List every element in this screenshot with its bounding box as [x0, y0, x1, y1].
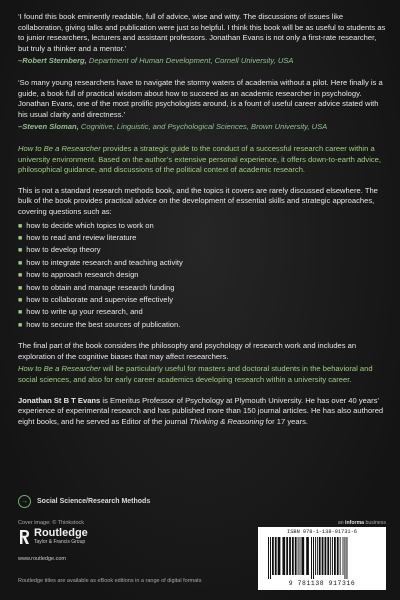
bullet-icon: ■ — [18, 247, 23, 255]
author-name: Jonathan St B T Evans — [18, 395, 101, 405]
bullet-icon: ■ — [18, 309, 23, 317]
bullet-icon: ■ — [18, 321, 23, 329]
topic-list-item: ■ how to collaborate and supervise effectively — [18, 294, 173, 304]
topic-list-item: ■ how to write up your research, and — [18, 307, 143, 317]
series-label — [18, 495, 150, 508]
topic-list-item: ■ how to approach research design — [18, 270, 139, 280]
book-title-inline: How to Be a Researcher — [18, 143, 101, 153]
bullet-icon: ■ — [18, 284, 23, 292]
publisher-website: www.routledge.com — [18, 556, 66, 562]
bullet-icon: ■ — [18, 259, 23, 267]
informa-brand: informa — [345, 520, 365, 526]
barcode-number: 9 781138 917316 — [288, 580, 356, 587]
cover-credit: Cover image: © Thinkstock — [18, 520, 85, 526]
isbn-barcode — [258, 527, 386, 590]
routledge-mark-icon — [18, 529, 30, 545]
book-title-inline: How to Be a Researcher — [18, 364, 101, 374]
bullet-icon: ■ — [18, 296, 23, 304]
endorser-affiliation: Cognitive, Linguistic, and Psychological Sciences, Brown University, USA — [80, 122, 328, 132]
journal-title: Thinking & Reasoning — [189, 416, 264, 426]
isbn-text: ISBN 978-1-138-91731-6 — [287, 529, 357, 535]
topic-list-item: ■ how to integrate research and teaching activity — [18, 257, 183, 267]
ebook-note: Routledge titles are available as eBook editions in a range of digital formats — [18, 578, 202, 584]
series-text: Social Science/Research Methods — [37, 498, 151, 505]
author-bio: Jonathan St B T Evans is Emeritus Professor of Psychology at Plymouth University. He has over 40 years’ experience of experimental research and has published more than 150 journal articles. He has also authored eight books, and he served as Editor of the journal Thinking & Reasoning for 17 years. — [18, 395, 384, 426]
final-part-paragraph: The final part of the book considers the philosophy and psychology of research work and includes an exploration of the cognitive biases that may affect researchers. — [18, 341, 357, 361]
informa-business: an informa business — [337, 520, 386, 526]
arrow-circle-icon: → — [18, 495, 31, 508]
endorsement-attribution-2 — [18, 122, 386, 133]
endorsement-attribution-1 — [18, 56, 386, 67]
back-cover-text — [18, 12, 386, 427]
publisher-name: Routledge — [34, 527, 88, 539]
endorser-affiliation: Department of Human Development, Cornell University, USA — [88, 56, 294, 66]
publisher-subtitle: Taylor & Francis Group — [34, 539, 86, 545]
endorser-name: –Robert Sternberg, — [18, 56, 87, 66]
bullet-icon: ■ — [18, 234, 23, 242]
publisher-logo — [18, 528, 88, 545]
bullet-icon: ■ — [18, 272, 23, 280]
topic-list-item: ■ how to obtain and manage research funding — [18, 282, 175, 292]
topic-list-item: ■ how to read and review literature — [18, 232, 137, 242]
topic-list-item: ■ how to secure the best sources of publication. — [18, 319, 181, 329]
endorsement-quote-2: ‘So many young researchers have to navigate the stormy waters of academia without a pilot. Here finally is a guide, a book full of practical wisdom about how to succeed as an academic researcher in psychology. Jonathan Evans, one of the most prolific psychologists around, is a fount of useful career advice stated with his usual clarity and directness.’ — [18, 77, 383, 119]
barcode-bars — [266, 537, 378, 579]
description-paragraph: This is not a standard research methods book, and the topics it covers are rarely discussed elsewhere. The bulk of the book provides practical advice on the development of essential skills and strategic approaches, covering questions such as: — [18, 185, 378, 216]
book-intro: How to Be a Researcher provides a strategic guide to the conduct of a successful research career within a university environment. Based on the author’s extensive personal experience, it offers down-to-earth advice, philosophical guidance, and discussions of the political context of academic research. — [18, 143, 382, 175]
audience-paragraph: How to Be a Researcher will be particularly useful for masters and doctoral students in the behavioral and social sciences, and also for early career academics developing research within a university career. — [18, 364, 373, 384]
endorser-name: –Steven Sloman, — [18, 122, 79, 132]
topic-list-item: ■ how to develop theory — [18, 245, 101, 255]
bullet-icon: ■ — [18, 222, 23, 230]
topic-list-item: ■ how to decide which topics to work on — [18, 220, 154, 230]
endorsement-quote-1: ‘I found this book eminently readable, full of advice, wise and witty. The discussions of issues like collaboration, giving talks and publication were just so helpful. I think this book will be as useful to students as to junior researchers, lecturers and assistant professors. Jonathan Evans is not only a first-rate researcher, but truly a thinker and a mentor.’ — [18, 12, 386, 53]
topics-list — [18, 220, 386, 332]
